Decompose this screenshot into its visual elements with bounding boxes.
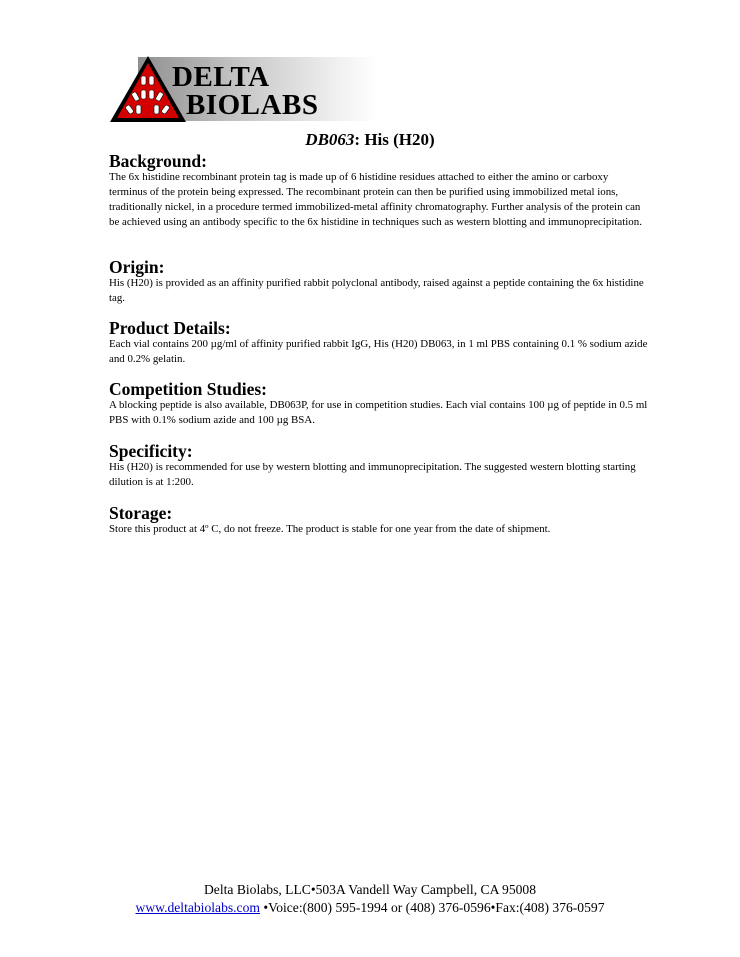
- section-body: His (H20) is recommended for use by western blotting and immunoprecipitation. The suggested western blotting starting dilution is at 1:200.: [109, 461, 636, 488]
- section-storage: [109, 504, 649, 537]
- product-code: DB063: [305, 130, 355, 149]
- section-body: Each vial contains 200 µg/ml of affinity purified rabbit IgG, His (H20) DB063, in 1 ml PBS containing 0.1 % sodium azide and 0.2% gelatin.: [109, 338, 648, 365]
- section-background: [109, 152, 649, 230]
- footer-phone-fax: •Voice:(800) 595-1994 or (408) 376-0596•Fax:(408) 376-0597: [259, 900, 605, 915]
- section-heading: Specificity:: [109, 441, 193, 461]
- logo-line-1: DELTA: [172, 61, 270, 93]
- section-competition-studies: [109, 380, 649, 428]
- section-body: A blocking peptide is also available, DB063P, for use in competition studies. Each vial contains 100 µg of peptide in 0.5 ml PBS with 0.1% sodium azide and 100 µg BSA.: [109, 399, 648, 426]
- website-link[interactable]: www.deltabiolabs.com: [135, 900, 260, 915]
- section-heading: Competition Studies:: [109, 379, 267, 399]
- section-origin: [109, 258, 649, 306]
- footer: [0, 881, 740, 917]
- section-body: Store this product at 4º C, do not freeze. The product is stable for one year from the date of shipment.: [109, 523, 551, 535]
- section-specificity: [109, 442, 649, 490]
- section-product-details: [109, 319, 649, 367]
- document-title: [0, 130, 740, 150]
- section-heading: Origin:: [109, 257, 165, 277]
- delta-biolabs-logo: [108, 54, 378, 124]
- logo-line-2: BIOLABS: [186, 89, 319, 121]
- section-heading: Background:: [109, 151, 207, 171]
- section-heading: Product Details:: [109, 318, 231, 338]
- section-heading: Storage:: [109, 503, 173, 523]
- footer-address: Delta Biolabs, LLC•503A Vandell Way Campbell, CA 95008: [203, 882, 537, 897]
- footer-contact: [0, 899, 740, 917]
- section-body: His (H20) is provided as an affinity purified rabbit polyclonal antibody, raised against a peptide containing the 6x histidine tag.: [109, 277, 644, 304]
- product-name: : His (H20): [354, 130, 435, 149]
- section-body: The 6x histidine recombinant protein tag is made up of 6 histidine residues attached to either the amino or carboxy terminus of the protein being expressed. The recombinant protein can then be purified using immobilized metal ions, traditionally nickel, in a procedure termed immobilized-metal affinity chromatography. Further analysis of the protein can be achieved using an antibody specific to the 6x histidine in techniques such as western blotting and immunoprecipitation.: [109, 171, 642, 228]
